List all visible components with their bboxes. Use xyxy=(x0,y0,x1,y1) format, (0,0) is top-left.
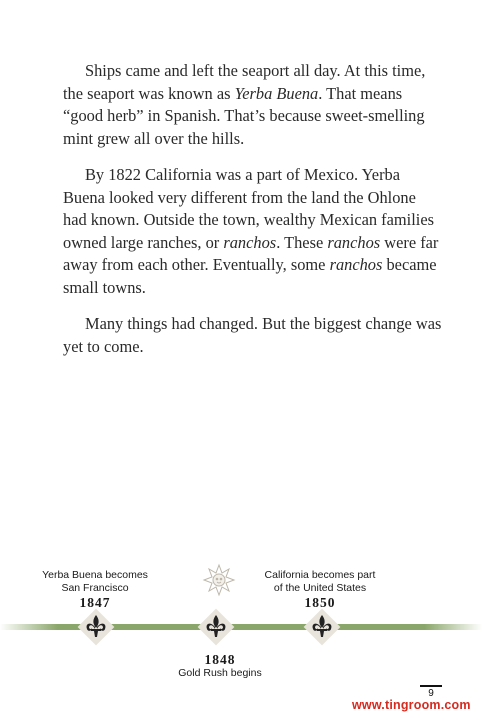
text-run: Many things had changed. But the biggest change was yet to come. xyxy=(63,314,442,356)
marker-1848 xyxy=(198,609,235,646)
body-text xyxy=(63,60,443,372)
italic-term: ranchos xyxy=(327,232,381,252)
event-1850-line1: California becomes part xyxy=(264,569,376,581)
page-number: 9 xyxy=(420,685,442,699)
text-run: By 1822 California was a part of Mexico. Yerba Buena looked very different from the land the Ohlone had known. Outside the town, wealthy Mexican families owned large ranches, or xyxy=(63,165,434,252)
marker-1850 xyxy=(304,609,341,646)
text-run: Ships came and left the seaport all day. At this time, the seaport was known as xyxy=(63,61,426,103)
paragraph xyxy=(63,60,443,150)
text-run: became small towns. xyxy=(63,255,437,297)
text-run: were far away from each other. Eventually, some xyxy=(63,232,439,274)
text-run: . These xyxy=(276,232,328,252)
event-1847-year: 1847 xyxy=(79,595,111,610)
italic-term: ranchos xyxy=(329,255,383,274)
paragraph xyxy=(63,313,443,358)
event-1848-year: 1848 xyxy=(204,652,236,667)
timeline-bar xyxy=(0,624,482,630)
event-1850-year: 1850 xyxy=(304,595,336,610)
event-1850-line2: of the United States xyxy=(273,582,367,594)
timeline-graphic xyxy=(0,560,482,660)
event-1848-label: Gold Rush begins xyxy=(178,667,262,679)
event-1847-line2: San Francisco xyxy=(61,582,129,594)
sun-emblem-icon xyxy=(204,565,234,595)
italic-term: Yerba Buena xyxy=(234,83,319,103)
marker-1847 xyxy=(78,609,115,646)
paragraph xyxy=(63,164,443,299)
italic-term: ranchos xyxy=(223,232,277,252)
watermark-link[interactable]: www.tingroom.com xyxy=(352,698,471,712)
text-run: . That means “good herb” in Spanish. That’s because sweet-smelling mint grew all over the hills. xyxy=(63,83,425,148)
event-1847-line1: Yerba Buena becomes xyxy=(42,569,148,581)
